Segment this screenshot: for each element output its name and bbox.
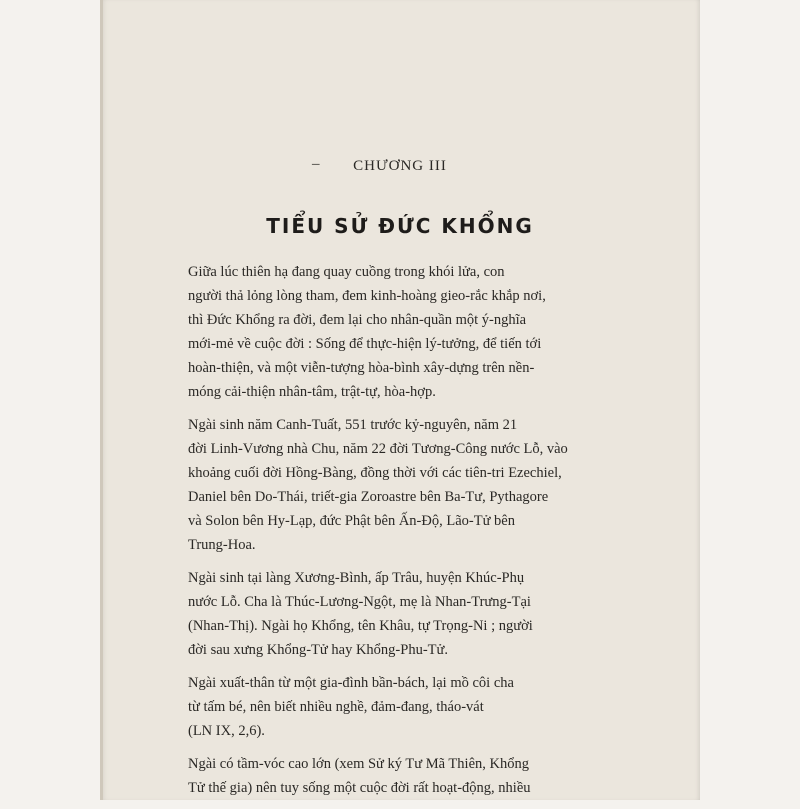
text-line: Ngài sinh năm Canh-Tuất, 551 trước kỷ-nguyên, năm 21 — [188, 417, 518, 433]
chapter-label: CHƯƠNG III — [353, 158, 447, 174]
text-line: mới-mẻ về cuộc đời : Sống để thực-hiện lý-tưởng, để tiến tới — [188, 336, 542, 352]
text-line: đời Linh-Vương nhà Chu, năm 22 đời Tương-Công nước Lỗ, vào — [188, 441, 568, 457]
text-line: đời sau xưng Khổng-Tử hay Khổng-Phu-Tử. — [188, 642, 448, 658]
chapter-heading — [100, 158, 700, 175]
chapter-dash: – — [312, 156, 321, 172]
text-line: Daniel bên Do-Thái, triết-gia Zoroastre bên Ba-Tư, Pythagore — [188, 489, 549, 505]
text-line: và Solon bên Hy-Lạp, đức Phật bên Ấn-Độ, Lão-Tử bên — [188, 513, 515, 529]
text-line: Tử thế gia) nên tuy sống một cuộc đời rất hoạt-động, nhiều — [188, 780, 531, 796]
paragraph-1 — [180, 260, 640, 404]
text-line: Ngài có tầm-vóc cao lớn (xem Sử ký Tư Mã Thiên, Khổng — [188, 756, 529, 772]
text-line: (LN IX, 2,6). — [188, 723, 265, 739]
text-line: từ tấm bé, nên biết nhiều nghề, đảm-đang, tháo-vát — [188, 699, 484, 715]
text-line: khoảng cuối đời Hồng-Bàng, đồng thời với các tiên-tri Ezechiel, — [188, 465, 562, 481]
text-line: Ngài sinh tại làng Xương-Bình, ấp Trâu, huyện Khúc-Phụ — [188, 570, 525, 586]
text-line: hoàn-thiện, và một viễn-tượng hòa-bình xây-dựng trên nền- — [188, 360, 535, 376]
page-title: TIỂU SỬ ĐỨC KHỔNG — [266, 214, 534, 238]
paragraph-2 — [180, 413, 640, 557]
text-line: Giữa lúc thiên hạ đang quay cuồng trong khói lửa, con — [188, 264, 505, 280]
text-line: Trung-Hoa. — [188, 537, 256, 553]
body-text — [180, 260, 640, 809]
text-line: thì Đức Khổng ra đời, đem lại cho nhân-quần một ý-nghĩa — [188, 312, 527, 328]
text-line: (Nhan-Thị). Ngài họ Khổng, tên Khâu, tự Trọng-Ni ; người — [188, 618, 533, 634]
text-line: móng cải-thiện nhân-tâm, trật-tự, hòa-hợp. — [188, 384, 436, 400]
paragraph-3 — [180, 566, 640, 662]
paragraph-5 — [180, 752, 640, 800]
paragraph-4 — [180, 671, 640, 743]
text-line: nước Lỗ. Cha là Thúc-Lương-Ngột, mẹ là Nhan-Trưng-Tại — [188, 594, 531, 610]
text-line: Ngài xuất-thân từ một gia-đình bần-bách, lại mồ côi cha — [188, 675, 514, 691]
text-line: người thả lỏng lòng tham, đem kinh-hoàng gieo-rắc khắp nơi, — [188, 288, 546, 304]
